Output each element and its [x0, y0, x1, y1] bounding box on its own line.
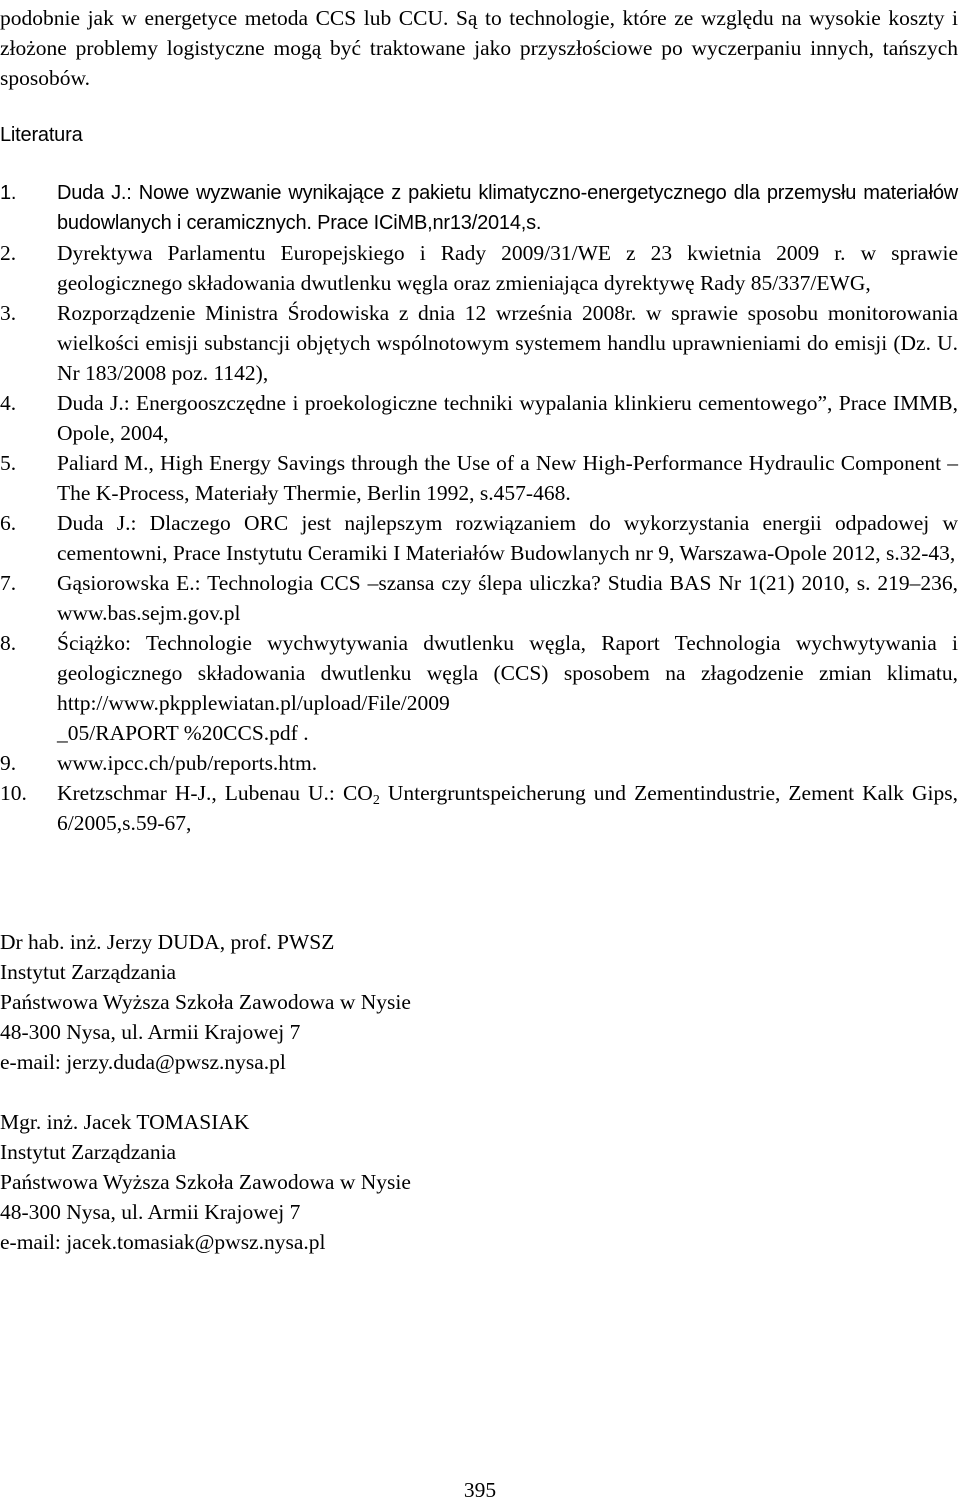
reference-number: 8. — [0, 631, 17, 655]
reference-text-before: Kretzschmar H-J., Lubenau U.: CO — [57, 781, 373, 805]
reference-item-continuation — [0, 718, 958, 748]
author-school: Państwowa Wyższa Szkoła Zawodowa w Nysie — [0, 1170, 411, 1194]
reference-text-after: Untergruntspeicherung und Zementindustrie, Zement Kalk Gips, 6/2005,s.59-67, — [57, 781, 958, 835]
reference-item — [0, 298, 958, 388]
intro-paragraph: podobnie jak w energetyce metoda CCS lub CCU. Są to technologie, które ze względu na wysokie koszty i złożone problemy logistyczne mogą być traktowane jako przyszłościowe po wyczerpaniu innych, tańszych sposobów. — [0, 6, 958, 90]
author-email: e-mail: jerzy.duda@pwsz.nysa.pl — [0, 1050, 286, 1074]
reference-item — [0, 238, 958, 298]
reference-text — [57, 778, 958, 838]
reference-item — [0, 508, 958, 568]
reference-item — [0, 748, 958, 778]
reference-number: 6. — [0, 511, 17, 535]
reference-number: 3. — [0, 301, 17, 325]
reference-item — [0, 388, 958, 448]
author-affiliation-block — [0, 1107, 700, 1257]
reference-text: Gąsiorowska E.: Technologia CCS –szansa czy ślepa uliczka? Studia BAS Nr 1(21) 2010, s. 219–236, www.bas.sejm.gov.pl — [57, 571, 958, 625]
reference-text: Duda J.: Dlaczego ORC jest najlepszym rozwiązaniem do wykorzystania energii odpadowej w cementowni, Prace Instytutu Ceramiki I Materiałów Budowlanych nr 9, Warszawa-Opole 2012, s.32-43, — [57, 511, 958, 565]
reference-item — [0, 448, 958, 508]
reference-number: 5. — [0, 451, 17, 475]
author-address: 48-300 Nysa, ul. Armii Krajowej 7 — [0, 1020, 301, 1044]
author-school: Państwowa Wyższa Szkoła Zawodowa w Nysie — [0, 990, 411, 1014]
reference-details: : Nowe wyzwanie wynikające z pakietu klimatyczno-energetycznego dla przemysłu materiałów budowlanych i ceramicznych. Prace ICiMB,nr13/2014,s. — [57, 182, 958, 234]
reference-text: Paliard M., High Energy Savings through the Use of a New High-Performance Hydraulic Component – The K-Process, Materiały Thermie, Berlin 1992, s.457-468. — [57, 451, 958, 505]
reference-item — [0, 178, 958, 238]
reference-text — [57, 178, 958, 238]
reference-number: 10. — [0, 781, 27, 805]
reference-text: Dyrektywa Parlamentu Europejskiego i Rady 2009/31/WE z 23 kwietnia 2009 r. w sprawie geologicznego składowania dwutlenku węgla oraz zmieniająca dyrektywę Rady 85/337/EWG, — [57, 241, 958, 295]
reference-author: Duda J. — [57, 182, 127, 204]
author-institute: Instytut Zarządzania — [0, 960, 177, 984]
reference-text: Duda J.: Energooszczędne i proekologiczne techniki wypalania klinkieru cementowego”, Prace IMMB, Opole, 2004, — [57, 391, 958, 445]
reference-number: 1. — [0, 182, 17, 204]
reference-text: Ściążko: Technologie wychwytywania dwutlenku węgla, Raport Technologia wychwytywania i geologicznego składowania dwutlenku węgla (CCS) sposobem na złagodzenie zmian klimatu, http://www.pkpplewiatan.pl/upload/File/2009 — [57, 631, 958, 715]
author-institute: Instytut Zarządzania — [0, 1140, 177, 1164]
literature-heading: Literatura — [0, 124, 83, 146]
author-affiliation-block — [0, 927, 700, 1077]
chemical-subscript: 2 — [372, 793, 380, 808]
reference-item — [0, 778, 958, 838]
reference-list — [0, 178, 958, 838]
reference-text: Rozporządzenie Ministra Środowiska z dnia 12 września 2008r. w sprawie sposobu monitorowania wielkości emisji substancji objętych wspólnotowym systemem handlu uprawnieniami do emisji (Dz. U. Nr 183/2008 poz. 1142), — [57, 301, 958, 385]
reference-number: 9. — [0, 751, 17, 775]
reference-text-continuation: _05/RAPORT %20CCS.pdf . — [57, 721, 309, 745]
reference-number: 2. — [0, 241, 17, 265]
reference-item — [0, 568, 958, 628]
reference-number: 7. — [0, 571, 17, 595]
author-name: Mgr. inż. Jacek TOMASIAK — [0, 1110, 250, 1134]
reference-text: www.ipcc.ch/pub/reports.htm. — [57, 751, 318, 775]
author-email: e-mail: jacek.tomasiak@pwsz.nysa.pl — [0, 1230, 326, 1254]
author-name: Dr hab. inż. Jerzy DUDA, prof. PWSZ — [0, 930, 335, 954]
reference-item — [0, 628, 958, 718]
reference-number: 4. — [0, 391, 17, 415]
author-address: 48-300 Nysa, ul. Armii Krajowej 7 — [0, 1200, 301, 1224]
page-number: 395 — [463, 1478, 497, 1502]
